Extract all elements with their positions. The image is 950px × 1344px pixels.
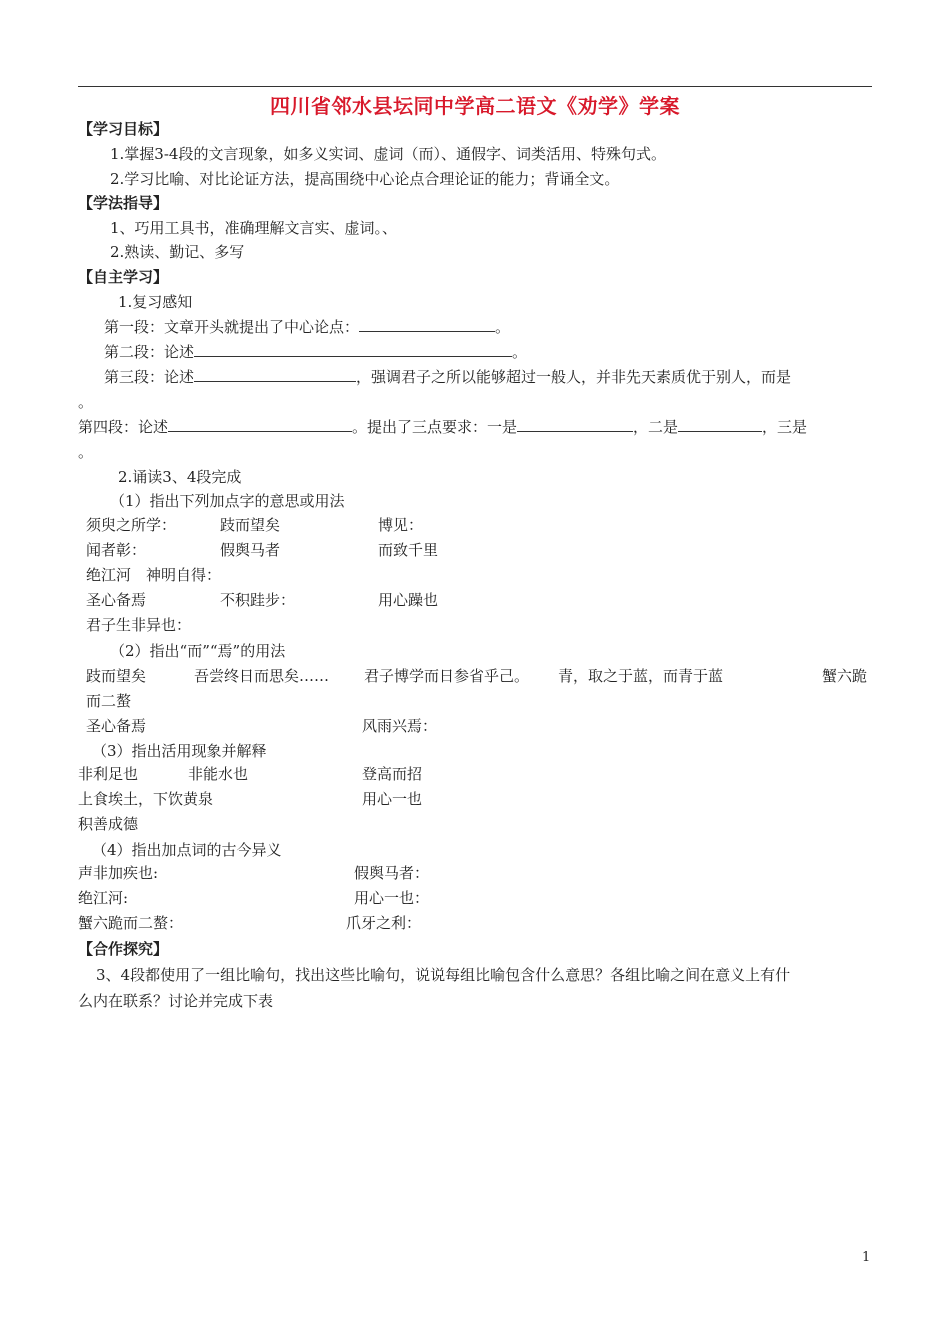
- method-item-2: 2.熟读、勤记、多写: [110, 243, 245, 261]
- page-number: 1: [862, 1250, 871, 1265]
- top-rule: [78, 86, 872, 87]
- para1-blank[interactable]: [359, 316, 495, 332]
- review-label: 1.复习感知: [118, 293, 193, 311]
- q1-item: 跂而望矣: [220, 516, 281, 534]
- q3-item: 登高而招: [362, 765, 423, 783]
- q1-item: 须臾之所学：: [86, 516, 177, 534]
- q1-item: 假舆马者: [220, 541, 281, 559]
- method-heading: 【学法指导】: [78, 194, 169, 212]
- q2-item: 吾尝终日而思矣……: [194, 667, 330, 685]
- q1-item: 不积跬步：: [220, 591, 296, 609]
- q3-item: 用心一也: [362, 790, 423, 808]
- para1-text: 第一段：文章开头就提出了中心论点：: [104, 318, 360, 336]
- q1-item: 用心躁也: [378, 591, 439, 609]
- q4-heading: （4）指出加点词的古今异义: [92, 841, 282, 859]
- self-study-heading: 【自主学习】: [78, 268, 169, 286]
- recite-label: 2.诵读3、4段完成: [118, 468, 242, 486]
- para3-end: 。: [78, 393, 94, 411]
- para2-end: 。: [512, 343, 528, 361]
- method-item-1: 1、巧用工具书，准确理解文言实、虚词。、: [110, 219, 398, 237]
- coop-text-2: 么内在联系？讨论并完成下表: [78, 992, 274, 1010]
- goals-heading: 【学习目标】: [78, 120, 169, 138]
- coop-heading: 【合作探究】: [78, 940, 169, 958]
- q1-item: 而致千里: [378, 541, 439, 559]
- q3-heading: （3）指出活用现象并解释: [92, 742, 267, 760]
- para3-text: 第三段：论述: [104, 368, 195, 386]
- para1-end: 。: [495, 318, 511, 336]
- para4-text-d: ，三是: [762, 418, 808, 436]
- q1-item: 绝江河: [86, 566, 132, 584]
- para2-blank[interactable]: [194, 341, 512, 357]
- q2-item: 风雨兴焉：: [362, 717, 438, 735]
- para4-blank[interactable]: [168, 416, 352, 432]
- para4-blank-1[interactable]: [517, 416, 633, 432]
- q2-item: 圣心备焉: [86, 717, 147, 735]
- q1-item: 君子生非异也：: [86, 616, 192, 634]
- para1-line: [104, 316, 510, 338]
- q3-item: 非利足也: [78, 765, 139, 783]
- q3-item: 积善成德: [78, 815, 139, 833]
- q4-item: 爪牙之利：: [346, 914, 422, 932]
- para2-text: 第二段：论述: [104, 343, 195, 361]
- q2-item: 跂而望矣: [86, 667, 147, 685]
- q4-item: 声非加疾也:: [78, 864, 159, 882]
- para4-end: 。: [78, 443, 94, 461]
- q1-item: 神明自得：: [146, 566, 222, 584]
- q2-heading: （2）指出“而”“焉”的用法: [110, 642, 286, 660]
- q2-item: 而二螯: [86, 692, 132, 710]
- para4-text-b: 。提出了三点要求：一是: [352, 418, 518, 436]
- q2-item: 蟹六跪: [822, 667, 868, 685]
- q1-heading: （1）指出下列加点字的意思或用法: [110, 492, 345, 510]
- page-title: 四川省邻水县坛同中学高二语文《劝学》学案: [270, 94, 680, 118]
- para4-line: [78, 416, 807, 438]
- q2-item: 青，取之于蓝，而青于蓝: [558, 667, 724, 685]
- q4-item: 假舆马者：: [354, 864, 430, 882]
- q3-item: 上食埃土，下饮黄泉: [78, 790, 214, 808]
- q1-item: 博见：: [378, 516, 424, 534]
- q1-item: 圣心备焉: [86, 591, 147, 609]
- para4-blank-2[interactable]: [678, 416, 762, 432]
- q4-item: 绝江河:: [78, 889, 129, 907]
- para2-line: [104, 341, 527, 363]
- coop-text-1: 3、4段都使用了一组比喻句，找出这些比喻句，说说每组比喻包含什么意思？各组比喻之间在意义上有什: [96, 966, 791, 984]
- q2-item: 君子博学而日参省乎己。: [364, 667, 530, 685]
- para3-blank[interactable]: [194, 366, 356, 382]
- q4-item: 蟹六跪而二螯：: [78, 914, 184, 932]
- para4-text-c: ，二是: [633, 418, 679, 436]
- goals-item-2: 2.学习比喻、对比论证方法，提高围绕中心论点合理论证的能力；背诵全文。: [110, 170, 620, 188]
- para3-text-b: ，强调君子之所以能够超过一般人，并非先天素质优于别人，而是: [356, 368, 792, 386]
- para3-line: [104, 366, 791, 388]
- para4-text: 第四段：论述: [78, 418, 169, 436]
- goals-item-1: 1.掌握3-4段的文言现象，如多义实词、虚词（而）、通假字、词类活用、特殊句式。: [110, 145, 666, 163]
- q1-item: 闻者彰：: [86, 541, 147, 559]
- q3-item: 非能水也: [188, 765, 249, 783]
- q4-item: 用心一也：: [354, 889, 430, 907]
